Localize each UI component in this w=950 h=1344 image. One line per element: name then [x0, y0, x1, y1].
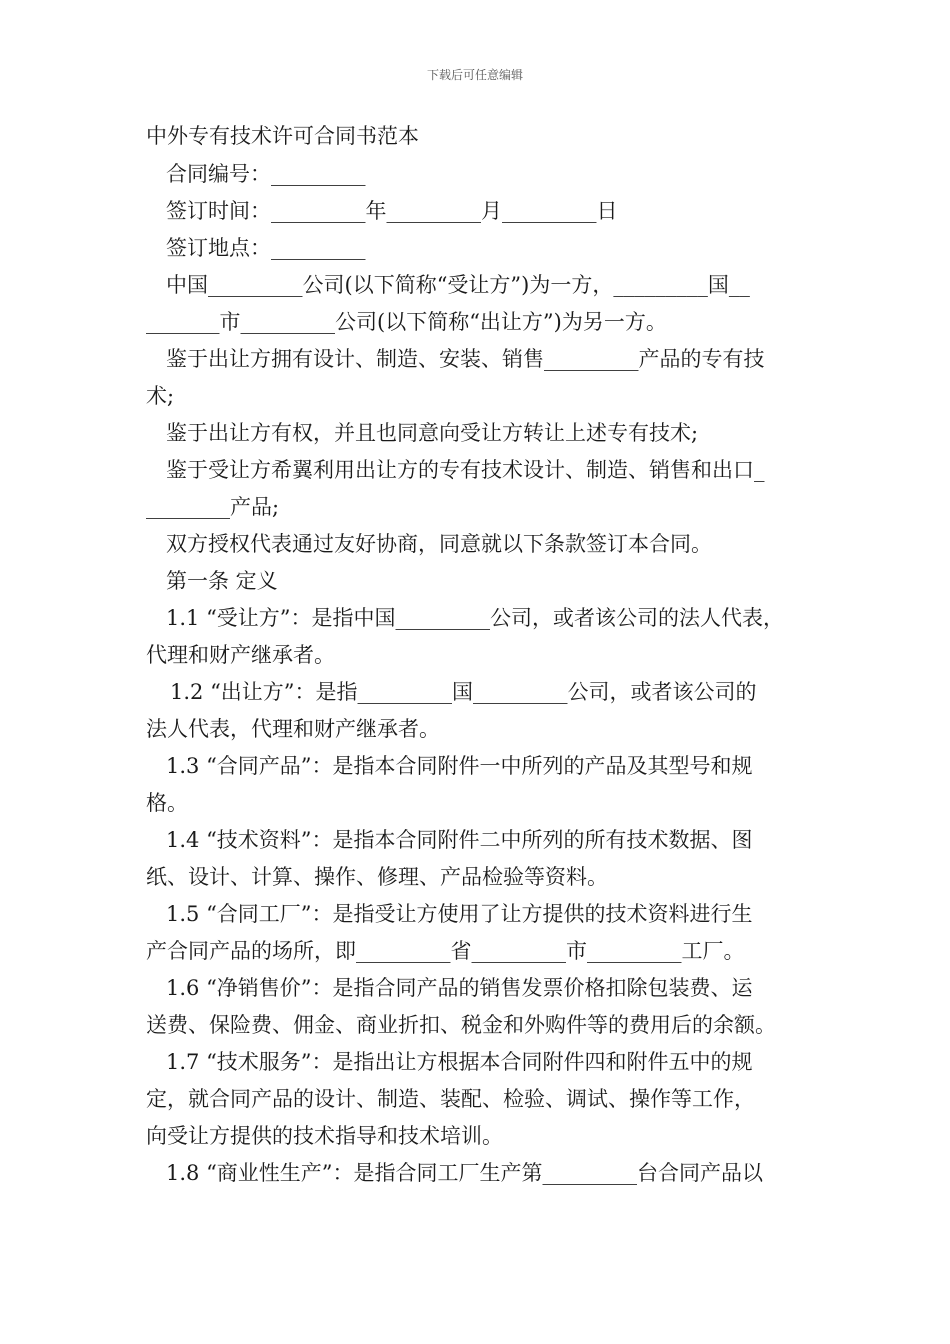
document-title: 中外专有技术许可合同书范本 [146, 124, 419, 148]
section-heading: 第一条 定义 [166, 569, 278, 593]
recital-line: 鉴于出让方有权，并且也同意向受让方转让上述专有技术; [166, 421, 699, 445]
definition-line: 纸、设计、计算、操作、修理、产品检验等资料。 [146, 865, 608, 889]
definition-line: 1.2 “出让方”：是指_________国_________公司，或者该公司的 [170, 680, 757, 704]
definition-line: 1.7 “技术服务”：是指出让方根据本合同附件四和附件五中的规 [166, 1050, 753, 1074]
party-line: 中国_________公司(以下简称“受让方”)为一方，_________国__ [166, 273, 750, 297]
contract-number-line: 合同编号：_________ [166, 162, 366, 186]
party-line: _______市_________公司(以下简称“出让方”)为另一方。 [146, 310, 667, 334]
definition-line: 1.1 “受让方”：是指中国_________公司，或者该公司的法人代表， [166, 606, 785, 630]
definition-line: 法人代表，代理和财产继承者。 [146, 717, 440, 741]
recital-line: 术; [146, 384, 175, 408]
recital-line: 鉴于出让方拥有设计、制造、安装、销售_________产品的专有技 [166, 347, 765, 371]
signing-date-line: 签订时间：_________年_________月_________日 [166, 199, 618, 223]
definition-line: 1.6 “净销售价”：是指合同产品的销售发票价格扣除包装费、运 [166, 976, 753, 1000]
agreement-line: 双方授权代表通过友好协商，同意就以下条款签订本合同。 [166, 532, 712, 556]
recital-line: 鉴于受让方希翼利用出让方的专有技术设计、制造、销售和出口_ [166, 458, 765, 482]
recital-line: ________产品; [146, 495, 280, 519]
definition-line: 1.3 “合同产品”：是指本合同附件一中所列的产品及其型号和规 [166, 754, 753, 778]
definition-line: 定，就合同产品的设计、制造、装配、检验、调试、操作等工作， [146, 1087, 755, 1111]
definition-line: 向受让方提供的技术指导和技术培训。 [146, 1124, 503, 1148]
definition-line: 送费、保险费、佣金、商业折扣、税金和外购件等的费用后的余额。 [146, 1013, 776, 1037]
definition-line: 1.4 “技术资料”：是指本合同附件二中所列的所有技术数据、图 [166, 828, 753, 852]
definition-line: 格。 [146, 791, 188, 815]
definition-line: 1.5 “合同工厂”：是指受让方使用了让方提供的技术资料进行生 [166, 902, 753, 926]
signing-place-line: 签订地点：_________ [166, 236, 366, 260]
definition-line: 产合同产品的场所，即_________省_________市_________工厂。 [146, 939, 745, 963]
page-header: 下载后可任意编辑 [426, 68, 523, 82]
definition-line: 代理和财产继承者。 [146, 643, 335, 667]
definition-line: 1.8 “商业性生产”：是指合同工厂生产第_________台合同产品以 [166, 1161, 764, 1185]
